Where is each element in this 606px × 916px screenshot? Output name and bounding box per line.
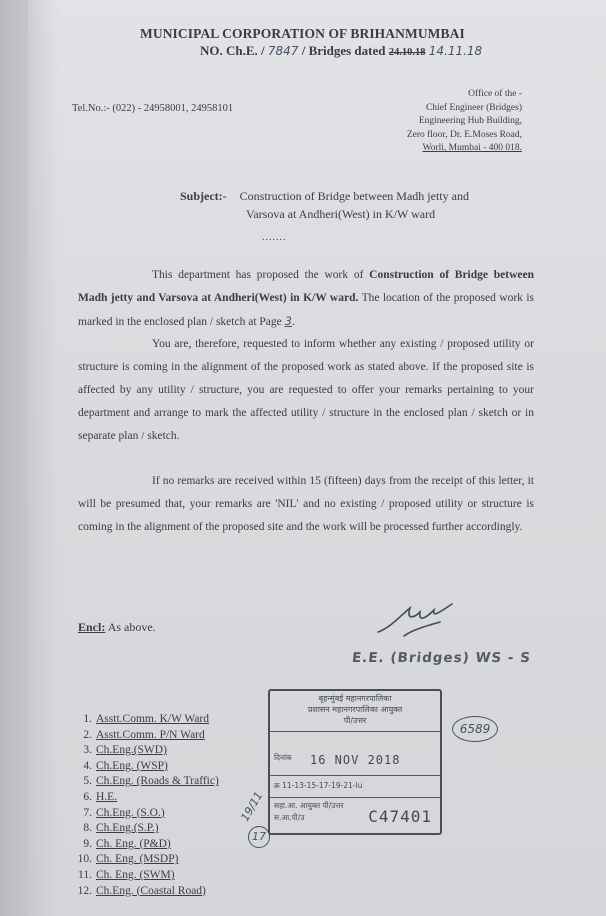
body-paragraph-2 [78,333,534,448]
office-line: Worli, Mumbai - 400 018. [422,143,522,153]
body-paragraph-1: This department has proposed the work of Construction of Bridge between Madh jetty and Varsova at Andheri(West) in K/W ward. The location of the proposed work is marked in the enclosed plan / sketch at Page 3. [78,269,534,328]
subject-separator: ....... [262,232,287,243]
enclosure [78,620,156,635]
list-item: 5. Ch.Eng. (Roads & Traffic) [83,775,219,788]
list-item: 8. Ch.Eng.(S.P.) [83,822,159,835]
list-item: 7. Ch.Eng. (S.O.) [83,806,165,819]
p1-text-a: This department has proposed the work of [152,269,364,281]
stamp-date-label: दिनांक [274,753,292,762]
stamp-number: C47401 [368,807,432,826]
list-item: 12. Ch.Eng. (Coastal Road) [77,884,206,897]
list-item: 6. H.E. [83,790,118,803]
handwritten-date: 14.11.18 [428,44,483,58]
stamp-divider [270,731,440,732]
stamp-header [270,693,440,726]
page-edge-shadow [0,0,60,916]
stamp-divider [270,775,440,776]
list-item: 11. Ch. Eng. (SWM) [78,868,175,881]
stamp-date: 16 NOV 2018 [310,753,401,767]
subject-label: Subject:- [180,189,227,203]
ref-suffix: / Bridges dated [301,43,386,58]
stamp-ref-line: क्र 11-13-15-17-19-21-lu [274,781,363,790]
org-name: MUNICIPAL CORPORATION OF BRIHANMUMBAI [140,26,465,41]
office-line: Zero floor, Dr. E.Moses Road, [406,129,522,140]
signatory-designation: E.E. (Bridges) WS - S [351,650,532,666]
body-paragraph-3 [78,470,534,539]
p1-page-number: 3 [284,314,292,328]
p2-text: You are, therefore, requested to inform whether any existing / proposed utility or structure is coming in the alignment of the proposed work as stated above. If the proposed site is affected by any utility / structure, you are requested to offer your remarks pertaining to your department and arrange to mark the affected utility / structure in the enclosed plan / sketch or in separate plan / sketch. [78,338,534,442]
stamp-header-line: पी/उत्तर [343,716,367,725]
subject-line-1: Construction of Bridge between Madh jetty and [239,189,469,203]
office-line: Office of the - [468,89,522,99]
subject-line-2: Varsova at Andheri(West) in K/W ward [246,207,436,221]
stamp-divider [270,797,440,798]
list-item: 9. Ch. Eng. (P&D) [83,837,171,850]
distribution-list [66,712,219,899]
enclosure-label: Encl: [78,620,106,634]
enclosure-text: As above. [107,620,156,634]
p1-work-title: Construction of Bridge between Madh jetty and Varsova at Andheri(West) in K/W ward. [78,269,534,304]
office-line: Engineering Hub Building, [418,116,522,126]
list-item: 10. Ch. Eng. (MSDP) [77,853,179,866]
inward-number-handwritten: 6589 [452,716,498,742]
ref-prefix: NO. Ch.E. / [200,43,265,58]
office-line: Chief Engineer (Bridges) [425,102,522,113]
margin-date-handwritten: 19/11 [238,789,266,824]
p3-text: If no remarks are received within 15 (fifteen) days from the receipt of this letter, it will be presumed that, your remarks are 'NIL' and no existing / proposed utility or structure is coming in the alignment of the proposed site and the work will be processed further accordingly. [78,475,534,533]
list-item: 1. Asstt.Comm. K/W Ward [83,713,210,725]
inward-stamp [268,689,442,835]
stamp-header-line: बृहन्मुंबई महानगरपालिका [318,694,392,703]
p1-text-b: The location of the proposed work is marked in the enclosed plan / sketch at Page [78,292,534,328]
list-item: 3. Ch.Eng.(SWD) [83,744,167,757]
circled-number-handwritten: 17 [248,826,270,848]
reference-line [200,43,482,59]
stamp-header-line: प्रशासन महानगरपालिका आयुक्त [307,705,403,714]
printed-date-struck: 24.10.18 [388,47,426,58]
list-item: 2. Asstt.Comm. P/N Ward [83,728,205,741]
subject [180,185,469,207]
office-address [407,88,522,156]
ref-number-handwritten: 7847 [267,44,299,58]
stamp-office-line: सहा.आ. आयुक्त पी/उत्तर [274,801,344,810]
telephone-numbers: Tel.No.:- (022) - 24958001, 24958101 [72,103,234,114]
list-item: 4. Ch.Eng. (WSP) [83,759,168,772]
signature [370,598,460,644]
stamp-office-line-2: स.आ.पी/उ [274,813,305,822]
